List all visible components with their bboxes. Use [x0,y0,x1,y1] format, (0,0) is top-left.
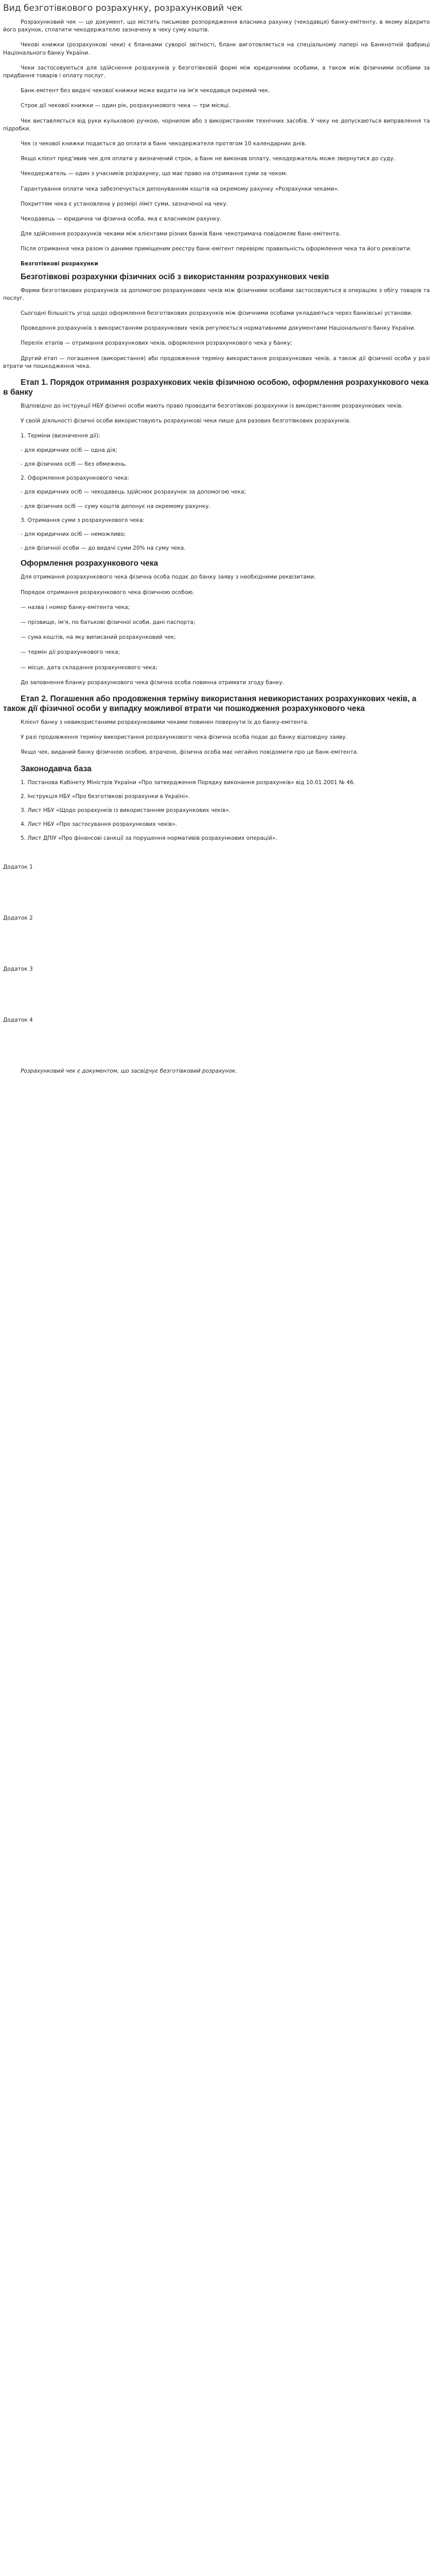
intro-paragraph: Чек виставляється від руки кульковою ручкою, чорнилом або з використанням технічних засобів. У чеку не допускаються виправлення та підробки. [3,117,430,132]
sub-heading: Безготівкові розрахунки [21,260,98,267]
section-paragraph: Для отримання розрахункового чека фізична особа подає до банку заяву з необхідними реквізитами. [21,574,316,581]
intro-paragraph: Чеки застосовуються для здійснення розрахунків у безготівковій формі між юридичними особами, а також між фізичними особами за придбання товарів і оплату послуг. [3,64,430,79]
attachment-label: Додаток 4 [3,1016,33,1023]
list-item: - для фізичних осіб — без обмежень. [21,461,127,467]
list-item: 2. Оформлення розрахункового чека: [21,475,129,482]
legal-basis-section [3,764,430,843]
intro-paragraph: Покриттям чека є установлена у розмірі ліміт суми, зазначеної на чеку. [21,200,228,207]
intro-paragraph: Якщо клієнт пред'явив чек для оплати у визначений строк, а банк не виконав оплату, чекодержатель може звернутися до суду. [21,156,395,162]
section-paragraph: До заповнення бланку розрахункового чека фізична особа повинна отримати згоду банку. [21,679,285,686]
section-paragraph: У своїй діяльності фізичні особи використовують розрахункові чеки лише для разових безготівкових розрахунків. [21,418,351,425]
intro-paragraph: Строк дії чекової книжки — один рік, розрахункового чека — три місяці. [21,103,231,109]
intro-paragraph: Гарантування оплати чека забезпечується депонуванням коштів на окремому рахунку «Розрахунки чеками». [21,185,340,192]
document-title: Вид безготівкового розрахунку, розрахунковий чек [3,3,243,13]
section-heading: Етап 1. Порядок отримання розрахункових чеків фізичною особою, оформлення розрахункового чека в банку [3,378,429,397]
list-item: 3. Отримання суми з розрахункового чека: [21,517,145,523]
intro-paragraph: Чекодавець — юридична чи фізична особа, яка є власником рахунку. [21,216,222,223]
section-paragraph: Перелік етапів — отримання розрахункових чеків, оформлення розрахункового чека у банку; [21,340,292,347]
list-item: - для юридичних осіб — одна дія; [21,447,117,453]
section-paragraph: Якщо чек, виданий банку фізичною особою, втрачено, фізична особа має негайно повідомити про це банк-емітента. [21,749,359,756]
section-check-issue [3,558,430,687]
section-heading: Оформлення розрахункового чека [21,559,159,568]
section-stage-1 [3,378,430,552]
section-paragraph: Сьогодні більшість угод щодо оформлення безготівкових розрахунків між фізичними особами укладаються через банківські установи. [21,310,413,317]
legal-item: 3. Лист НБУ «Щодо розрахунків із використанням розрахункових чеків». [21,807,231,814]
attachment-label: Додаток 2 [3,914,33,921]
section-stage-2 [3,694,430,757]
attachment-label: Додаток 3 [3,965,33,972]
section-paragraph: Відповідно до інструкції НБУ фізичні особи мають право проводити безготівкові розрахунки із використанням розрахункових чеків. [21,403,403,410]
list-item: 1. Терміни (визначення дії): [21,433,100,439]
section-paragraph: — прізвище, ім'я, по батькові фізичної особи, дані паспорта; [21,619,196,625]
section-paragraph: Клієнт банку з невикористаними розрахунковими чеками повинен повернути їх до банку-емітента. [21,719,309,725]
intro-paragraph: Чек із чекової книжки подається до оплати в банк чекодержателя протягом 10 календарних днів. [21,141,307,147]
legal-item: 4. Лист НБУ «Про застосування розрахункових чеків». [21,821,178,828]
section-paragraph: — місце, дата складання розрахункового чека; [21,664,158,671]
section-physical-persons [3,272,430,370]
section-paragraph: Другий етап — погашення (використання) або продовження терміну використання розрахункових чеків, а також дії фізичної особи у разі втрати чи пошкодження чека. [3,355,430,369]
legal-item: 2. Інструкція НБУ «Про безготівкові розрахунки в Україні». [21,793,190,800]
section-paragraph: Форми безготівкових розрахунків за допомогою розрахункових чеків між фізичними особами застосовуються в операціях з обігу товарів та послуг. [3,287,430,301]
intro-paragraph: Після отримання чека разом із даними приміщеним реєстру банк-емітент перевіряє правильність оформлення чека та його реквізити. [21,246,412,252]
legal-item: 1. Постанова Кабінету Міністрів України «Про затвердження Порядку виконання розрахунків» від 10.01.2001 № 46. [21,779,355,786]
footer-note: Розрахунковий чек є документом, що засвідчує безготівковий розрахунок. [21,1067,237,1074]
list-item: - для юридичних осіб — чекодавець здійснює розрахунок за допомогою чека; [21,489,246,496]
section-heading: Безготівкові розрахунки фізичних осіб з використанням розрахункових чеків [21,272,329,281]
intro-section [3,19,430,253]
intro-paragraph: Для здійснення розрахунків чеками між клієнтами різних банків банк чекотримача повідомляє банк-емітента. [21,231,341,238]
list-item: - для фізичних осіб — суму коштів депонує на окремому рахунку. [21,503,211,510]
intro-paragraph: Чекові книжки (розрахункові чеки) є бланками суворої звітності, бланк виготовляється на спеціальному папері на Банкнотній фабриці Національного банку України. [3,42,430,56]
list-item: - для фізичної особи — до видачі суми 20% на суму чека. [21,545,186,552]
document-page [0,0,436,1075]
intro-paragraph: Чекодержатель — один з учасників розрахунку, що має право на отримання суми за чеком. [21,171,288,177]
section-paragraph: — сума коштів, на яку виписаний розрахунковий чек; [21,634,176,641]
section-paragraph: Проведення розрахунків з використанням розрахункових чеків регулюється нормативними документами Національного банку України. [21,325,416,332]
list-item: - для юридичних осіб — неможливо; [21,531,126,537]
intro-paragraph: Банк-емітент без видачі чекової книжки може видати на ім'я чекодавця окремий чек. [21,88,270,94]
intro-paragraph: Розрахунковий чек — це документ, що містить письмове розпорядження власника рахунку (чекодавця) банку-емітенту, в якому відкрито його рахунок, сплатити чекодержателю зазначену в чеку суму коштів. [3,19,430,33]
section-paragraph: — термін дії розрахункового чека; [21,649,120,656]
legal-item: 5. Лист ДПІУ «Про фінансові санкції за порушення нормативів розрахункових операцій». [21,835,277,842]
attachments-section [3,863,430,1024]
section-paragraph: Порядок отримання розрахункового чека фізичною особою. [21,589,195,596]
section-paragraph: У разі продовження терміну використання розрахункового чека фізична особа подає до банку відповідну заяву. [21,734,347,741]
section-heading: Етап 2. Погашення або продовження терміну використання невикористаних розрахункових чеків, а також дії фізичної особи у випадку можливої втрати чи пошкодження розрахункового чека [3,694,416,713]
legal-basis-heading: Законодавча база [21,764,92,773]
section-paragraph: — назва і номер банку-емітента чека; [21,604,130,611]
attachment-label: Додаток 1 [3,863,33,870]
